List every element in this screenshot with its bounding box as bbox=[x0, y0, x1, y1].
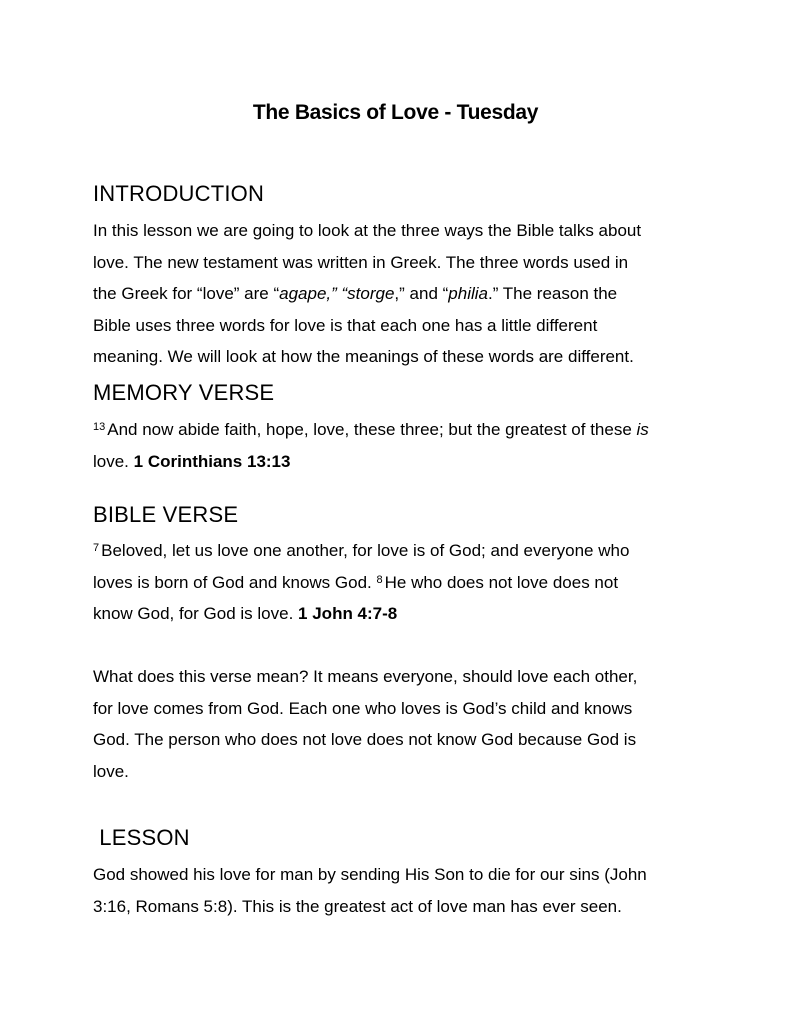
introduction-line: Bible uses three words for love is that each one has a little different bbox=[93, 315, 598, 335]
bible-verse-line bbox=[93, 598, 713, 630]
explanation-line: God. The person who does not love does not know God because God is bbox=[93, 730, 637, 749]
text-fragment: And now abide faith, hope, love, these three; but the greatest of these bbox=[107, 420, 637, 439]
italic-word: is bbox=[636, 420, 649, 439]
text-fragment: .” The reason the bbox=[487, 284, 618, 303]
lesson-heading: LESSON bbox=[93, 825, 190, 850]
scripture-reference: 1 Corinthians 13:13 bbox=[133, 451, 291, 471]
verse-number: 8 bbox=[376, 573, 383, 586]
text-fragment: the Greek for “love” are “ bbox=[93, 284, 280, 303]
introduction-line: love. The new testament was written in Greek. The three words used in bbox=[93, 252, 629, 272]
introduction-paragraph bbox=[93, 215, 713, 373]
bible-verse-line bbox=[93, 567, 713, 599]
text-fragment: love. bbox=[93, 451, 134, 471]
explanation-line: What does this verse mean? It means everyone, should love each other, bbox=[93, 667, 638, 686]
text-fragment: loves is born of God and knows God. bbox=[93, 572, 377, 592]
text-fragment: Beloved, let us love one another, for love is of God; and everyone who bbox=[101, 541, 630, 560]
memory-verse-line bbox=[93, 414, 713, 446]
memory-verse-heading: MEMORY VERSE bbox=[93, 380, 275, 405]
memory-verse-line bbox=[93, 446, 713, 478]
text-fragment: He who does not love does not bbox=[384, 572, 619, 592]
scripture-reference: 1 John 4:7-8 bbox=[298, 604, 398, 623]
verse-number: 13 bbox=[93, 421, 106, 433]
text-fragment: ,” and “ bbox=[394, 284, 449, 303]
explanation-line: for love comes from God. Each one who loves is God’s child and knows bbox=[93, 698, 633, 718]
lesson-line: 3:16, Romans 5:8). This is the greatest act of love man has ever seen. bbox=[93, 896, 622, 916]
verse-number: 7 bbox=[93, 542, 100, 554]
text-fragment: know God, for God is love. bbox=[93, 604, 299, 623]
introduction-line bbox=[93, 278, 713, 310]
bible-verse-heading: BIBLE VERSE bbox=[93, 502, 239, 527]
explanation-paragraph bbox=[93, 661, 713, 787]
memory-verse-paragraph bbox=[93, 414, 713, 477]
bible-verse-paragraph bbox=[93, 535, 713, 630]
greek-word-philia: philia bbox=[448, 284, 488, 303]
page-title: The Basics of Love - Tuesday bbox=[252, 101, 539, 124]
introduction-line: meaning. We will look at how the meanings of these words are different. bbox=[93, 347, 634, 366]
lesson-line: God showed his love for man by sending His Son to die for our sins (John bbox=[93, 865, 647, 884]
greek-word-agape-storge: agape,” “storge bbox=[279, 284, 395, 303]
introduction-heading: INTRODUCTION bbox=[93, 181, 265, 206]
explanation-line: love. bbox=[93, 761, 129, 781]
bible-verse-line bbox=[93, 535, 713, 567]
lesson-paragraph bbox=[93, 859, 713, 922]
introduction-line: In this lesson we are going to look at the three ways the Bible talks about bbox=[93, 221, 642, 240]
